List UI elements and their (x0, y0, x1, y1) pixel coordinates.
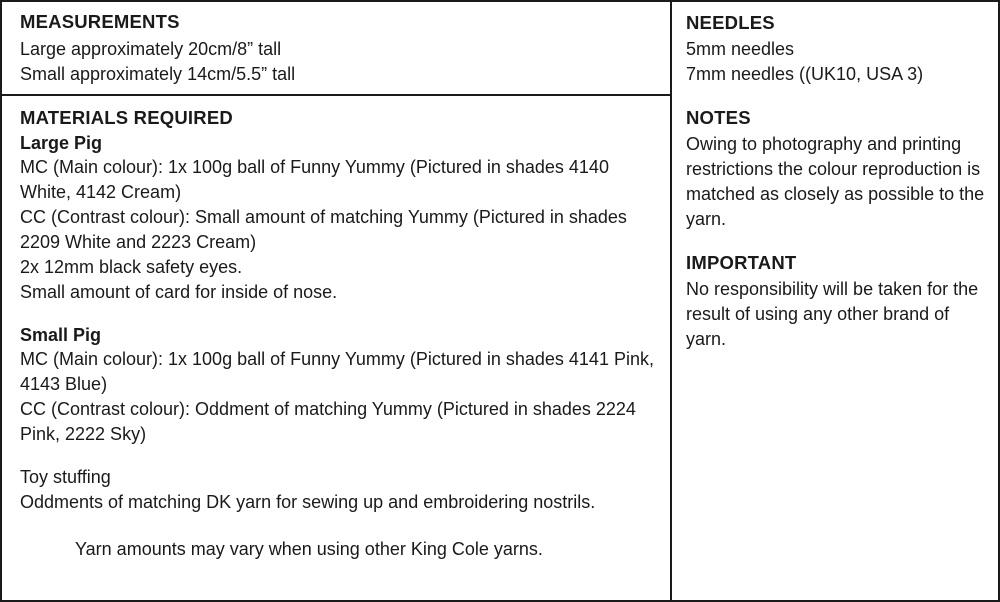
large-pig-heading: Large Pig (20, 133, 103, 153)
measurements-section (2, 2, 670, 94)
needles-line-7mm: 7mm needles ((UK10, USA 3) (686, 64, 924, 84)
spacer (686, 232, 986, 250)
spacer (686, 87, 986, 105)
oddments-line: Oddments of matching DK yarn for sewing up and embroidering nostrils. (20, 492, 596, 512)
measurements-title: MEASUREMENTS (20, 11, 180, 32)
measurement-line-large: Large approximately 20cm/8” tall (20, 39, 282, 59)
large-pig-cc-line: CC (Contrast colour): Small amount of matching Yummy (Pictured in shades 2209 White and 2223 Cream) (20, 207, 627, 252)
notes-title: NOTES (686, 107, 751, 128)
large-pig-card-line: Small amount of card for inside of nose. (20, 282, 338, 302)
left-column (2, 2, 670, 600)
measurement-line-small: Small approximately 14cm/5.5” tall (20, 64, 296, 84)
materials-title: MATERIALS REQUIRED (20, 107, 233, 128)
spacer (20, 305, 656, 323)
important-body: No responsibility will be taken for the result of using any other brand of yarn. (686, 279, 979, 349)
yarn-amounts-footnote: Yarn amounts may vary when using other King Cole yarns. (75, 539, 543, 559)
large-pig-eyes-line: 2x 12mm black safety eyes. (20, 257, 243, 277)
important-title: IMPORTANT (686, 252, 797, 273)
notes-body: Owing to photography and printing restrictions the colour reproduction is matched as closely as possible to the yarn. (686, 134, 985, 229)
toy-stuffing-line: Toy stuffing (20, 467, 111, 487)
large-pig-mc-line: MC (Main colour): 1x 100g ball of Funny Yummy (Pictured in shades 4140 White, 4142 Cream) (20, 157, 609, 202)
spacer (20, 515, 656, 537)
materials-section (2, 96, 670, 570)
small-pig-heading: Small Pig (20, 325, 102, 345)
needles-title: NEEDLES (686, 12, 775, 33)
needles-line-5mm: 5mm needles (686, 39, 795, 59)
small-pig-cc-line: CC (Contrast colour): Oddment of matching Yummy (Pictured in shades 2224 Pink, 2222 Sky) (20, 399, 636, 444)
spacer (20, 447, 656, 465)
small-pig-mc-line: MC (Main colour): 1x 100g ball of Funny Yummy (Pictured in shades 4141 Pink, 4143 Blue) (20, 349, 654, 394)
right-column (672, 2, 998, 600)
